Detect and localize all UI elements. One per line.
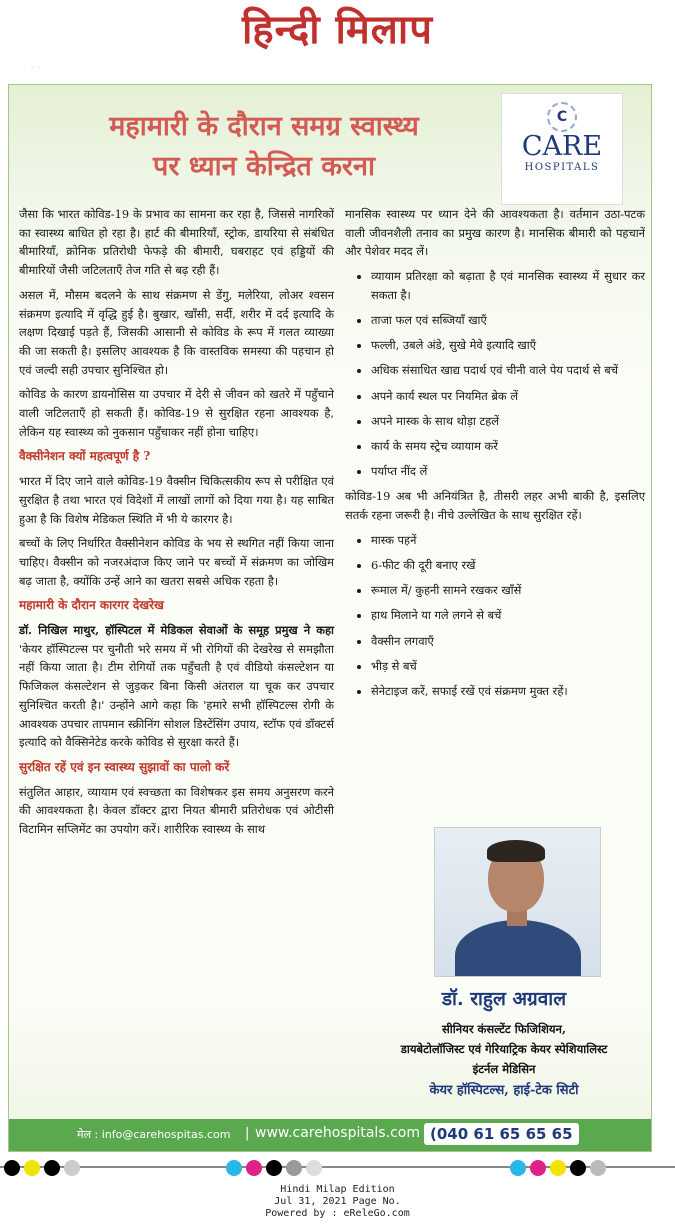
edition-info xyxy=(0,1184,675,1220)
phone-text: 040 61 65 65 65 xyxy=(436,1125,573,1143)
safety-list xyxy=(345,531,645,701)
photo-hair xyxy=(487,840,545,862)
edition-date: Jul 31, 2021 Page No. xyxy=(274,1196,401,1207)
contact-bar xyxy=(9,1119,651,1151)
list-item: • फल्ली, उबले अंडे, सुखे मेवे इत्यादि खाएँ xyxy=(371,336,645,355)
list-item: • हाथ मिलाने या गले लगने से बचें xyxy=(371,606,645,625)
paragraph: संतुलित आहार, व्यायाम एवं स्वच्छता का विशेषकर इस समय अनुसरण करने की आवश्यकता है। केवल डॉक्टर द्वारा नियत बीमारी प्रतिरोधक एवं ओटीसी विटामिन सप्लिमेंट का उपयोग करें। शारीरिक स्वास्थ्य के साथ xyxy=(19,784,334,837)
reg-dot xyxy=(4,1160,20,1176)
paragraph-quote xyxy=(19,621,334,752)
paragraph: कोविड के कारण डायनोसिस या उपचार में देरी से जीवन को खतरे में पहुँचाने वाली जटिलताएँ हो सकती हैं। कोविड-19 से सुरक्षित रहना आवश्यक है, लेकिन यह स्वास्थ्य को नुकसान पहुँचाकर नहीं होना चाहिए। xyxy=(19,387,334,439)
subheading-tips: सुरक्षित रहें एवं इन स्वास्थ्य सुझावों का पालो करें xyxy=(19,759,230,774)
edition-name: Hindi Milap Edition xyxy=(280,1184,395,1195)
list-item: • पर्याप्त नींद लें xyxy=(371,462,645,481)
ad-title-line1: महामारी के दौरान समग्र स्वास्थ्य xyxy=(109,111,419,142)
paragraph: कोविड-19 अब भी अनियंत्रित है, तीसरी लहर अभी बाकी है, इसलिए सतर्क रहना जरूरी है। नीचे उल्लेखित के साथ सुरक्षित रहें। xyxy=(345,489,645,523)
subheading-care: महामारी के दौरान कारगर देखरेख xyxy=(19,598,164,613)
email-text: मेल : info@carehospitas.com xyxy=(77,1128,231,1141)
quote-speaker: डॉ. निखिल माथुर, हॉस्पिटल में मेडिकल सेवाओं के समूह प्रमुख ने कहा xyxy=(19,623,334,638)
list-item: • व्यायाम प्रतिरक्षा को बढ़ाता है एवं मानसिक स्वास्थ्य में सुधार कर सकता है। xyxy=(371,267,645,304)
ad-title-line2: पर ध्यान केन्द्रित करना xyxy=(153,151,375,182)
paragraph: बच्चों के लिए निर्धारित वैक्सीनेशन कोविड के भय से स्थगित नहीं किया जाना चाहिए। वैक्सीन को नजरअंदाज किए जाने पर बच्चों में संक्रमण का जोखिम बढ़ जाता है, क्योंकि उन्हें आने का खतरा सबसे अधिक रहता है। xyxy=(19,536,334,588)
quote-text: 'केयर हॉस्पिटल्स पर चुनौती भरे समय में भी रोगियों की देखरेख से समझौता नहीं किया जाता है। टीम रोगियों तक पहुँचती है एवं वीडियो कंसल्टेशन या फिजिकल कंसल्टेशन से जुड़कर बिना किसी अंतराल या चूक कर उपचार सुनिश्चित करती है।' उन्होंने आगे कहा कि 'हमारे सभी हॉस्पिटल्स रोगी के आवश्यक उपचार तापमान स्क्रीनिंग सोशल डिस्टेंसिंग उपाय, स्टॉफ एवं डॉक्टर्स इत्यादि को वैक्सिनेटेड करके कोविड से सुरक्षा करते हैं। xyxy=(19,641,334,750)
paragraph: जैसा कि भारत कोविड-19 के प्रभाव का सामना कर रहा है, जिससे नागरिकों का स्वास्थ्य बाधित हो रहा है। हार्ट की बीमारियाँ, स्ट्रोक, डायरिया से संबंधित बीमारियाँ, क्रोनिक प्रतिरोधी फेफड़े की बीमारी, घबराहट एवं हड्डियों की बीमारियों जैसी जटिलताएँ तेज गति से बढ़ रही हैं। xyxy=(19,207,334,278)
doctor-department: इंटर्नल मेडिसिन xyxy=(472,1062,536,1076)
separator: | xyxy=(245,1126,250,1141)
list-item: • अपने कार्य स्थल पर नियमित ब्रेक लें xyxy=(371,387,645,406)
paragraph: असल में, मौसम बदलने के साथ संक्रमण से डेंगु, मलेरिया, लोअर श्वसन संक्रमण इत्यादि में वृद्धि हुई है। बुखार, खाँसी, सर्दी, शरीर में दर्द इत्यादि के लक्षण दिखाई पड़ते हैं, जिसकी आसानी से कोविड के रूप में गलत व्याख्या की जा सकती है। इसलिए आवश्यक है कि वास्तविक समस्या की पहचान हो एवं जल्दी सही उपचार सुनिश्चित हो। xyxy=(19,287,334,377)
logo-sub: HOSPITALS xyxy=(524,162,600,173)
doctor-hospital: केयर हॉस्पिटल्स, हाई-टेक सिटी xyxy=(429,1083,579,1098)
paragraph: मानसिक स्वास्थ्य पर ध्यान देने की आवश्यकता है। वर्तमान उठा-पटक वाली जीवनशैली तनाव का प्रमुख कारण है। मानसिक बीमारी को पहचानें और पेशेवर मदद लें। xyxy=(345,207,645,259)
reg-dot xyxy=(530,1160,546,1176)
column-right xyxy=(345,205,645,707)
list-item: • अपने मास्क के साथ थोड़ा टहलें xyxy=(371,412,645,431)
advertorial xyxy=(8,84,652,1152)
doctor-credits xyxy=(354,985,654,1103)
doctor-photo xyxy=(434,827,601,977)
reg-dot xyxy=(266,1160,282,1176)
list-item: • अधिक संसाधित खाद्य पदार्थ एवं चीनी वाले पेय पदार्थ से बचें xyxy=(371,361,645,380)
ad-title xyxy=(29,107,499,187)
column-left xyxy=(19,205,334,845)
newspaper-name: हिन्दी मिलाप xyxy=(242,6,433,53)
logo-mark-icon: C xyxy=(547,102,577,132)
photo-body xyxy=(455,920,581,977)
list-item: • 6-फीट की दूरी बनाए रखें xyxy=(371,556,645,575)
masthead-marks: ˙ ˙ xyxy=(30,66,41,75)
care-hospitals-logo xyxy=(501,93,623,205)
reg-dot xyxy=(246,1160,262,1176)
reg-dot xyxy=(226,1160,242,1176)
list-item: • भीड़ से बचें xyxy=(371,657,645,676)
list-item: • सेनेटाइज करें, सफाई रखें एवं संक्रमण मुक्त रहें। xyxy=(371,682,645,701)
list-item: • मास्क पहनें xyxy=(371,531,645,550)
edition-powered: Powered by : eReleGo.com xyxy=(265,1208,410,1219)
logo-name: CARE xyxy=(521,131,603,162)
reg-dot xyxy=(24,1160,40,1176)
registration-marks xyxy=(0,1160,675,1180)
masthead xyxy=(0,0,675,70)
list-item: • कार्य के समय स्ट्रेच व्यायाम करें xyxy=(371,437,645,456)
subheading-vaccination: वैक्सीनेशन क्यों महत्वपूर्ण है ? xyxy=(19,449,151,464)
reg-dot xyxy=(306,1160,322,1176)
health-tips-list xyxy=(345,267,645,481)
list-item: • वैक्सीन लगवाएँ xyxy=(371,632,645,651)
reg-dot xyxy=(510,1160,526,1176)
doctor-title: सीनियर कंसल्टेंट फिजिशियन, xyxy=(442,1022,566,1036)
doctor-name: डॉ. राहुल अग्रवाल xyxy=(441,988,567,1010)
phone-number[interactable] xyxy=(424,1123,579,1145)
list-item: • रूमाल में/ कुहनी सामने रखकर खाँसें xyxy=(371,581,645,600)
doctor-specialty: डायबेटोलॉजिस्ट एवं गेरियाट्रिक केयर स्पेशियालिस्ट xyxy=(400,1042,608,1056)
website-link[interactable]: www.carehospitals.com xyxy=(255,1125,420,1141)
paragraph: भारत में दिए जाने वाले कोविड-19 वैक्सीन चिकित्सकीय रूप से परीक्षित एवं सुरक्षित है तथा भारत एवं विदेशों में लाखों लागों को दिया गया है। यह साबित हुआ है कि विशेष मेडिकल स्थिति में भी ये कारगर है। xyxy=(19,474,334,526)
reg-dot xyxy=(590,1160,606,1176)
reg-dot xyxy=(44,1160,60,1176)
reg-dot xyxy=(570,1160,586,1176)
reg-dot xyxy=(286,1160,302,1176)
reg-dot xyxy=(64,1160,80,1176)
reg-dot xyxy=(550,1160,566,1176)
list-item: • ताजा फल एवं सब्जियाँ खाएँ xyxy=(371,311,645,330)
phone-icon: ( xyxy=(430,1125,437,1143)
